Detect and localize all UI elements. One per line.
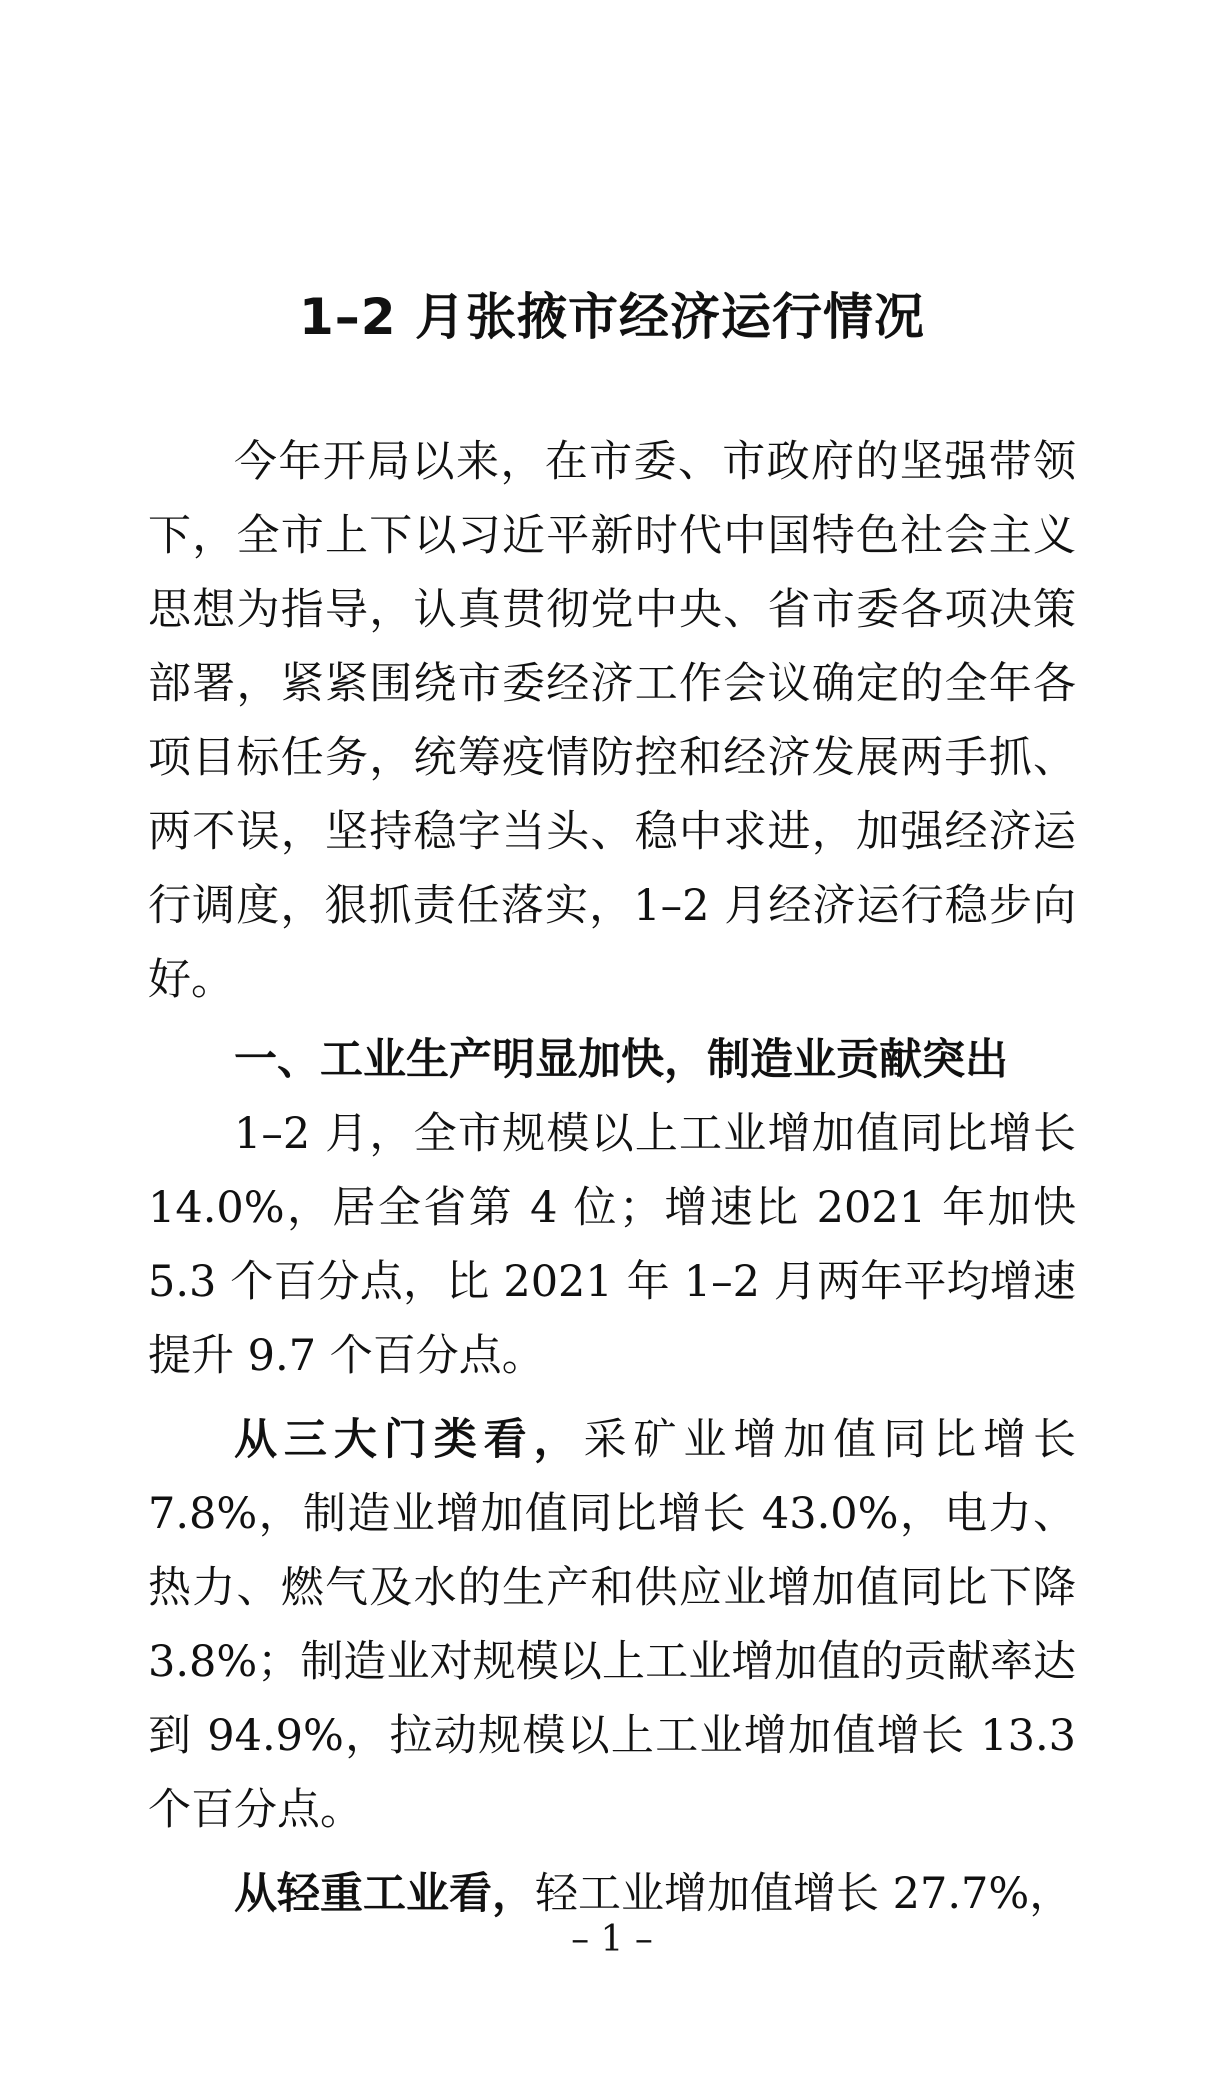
- light-heavy-lead: 从轻重工业看，: [234, 1869, 535, 1919]
- industry-growth-paragraph: 1–2 月，全市规模以上工业增加值同比增长 14.0%，居全省第 4 位；增速比 2021 年加快 5.3 个百分点，比 2021 年 1–2 月两年平均增速提升 9.7 个百分点。: [148, 1109, 1076, 1381]
- three-sectors-lead: 从三大门类看，: [234, 1415, 584, 1465]
- section-heading: 一、工业生产明显加快，制造业贡献突出: [234, 1035, 1008, 1085]
- document-title: 1–2 月张掖市经济运行情况: [299, 288, 925, 346]
- three-sectors-text: 采矿业增加值同比增长 7.8%，制造业增加值同比增长 43.0%，电力、热力、燃气及水的生产和供应业增加值同比下降 3.8%；制造业对规模以上工业增加值的贡献率达到 94.9%，拉动规模以上工业增加值增长 13.3 个百分点。: [148, 1415, 1076, 1835]
- page-number: – 1 –: [571, 1919, 653, 1960]
- intro-paragraph: 今年开局以来，在市委、市政府的坚强带领下，全市上下以习近平新时代中国特色社会主义思想为指导，认真贯彻党中央、省市委各项决策部署，紧紧围绕市委经济工作会议确定的全年各项目标任务，统筹疫情防控和经济发展两手抓、两不误，坚持稳字当头、稳中求进，加强经济运行调度，狠抓责任落实，1–2 月经济运行稳步向好。: [148, 437, 1076, 1005]
- document-body: [148, 425, 1076, 1931]
- three-sectors-paragraph: [148, 1403, 1076, 1847]
- light-heavy-text: 轻工业增加值增长 27.7%，: [535, 1869, 1073, 1919]
